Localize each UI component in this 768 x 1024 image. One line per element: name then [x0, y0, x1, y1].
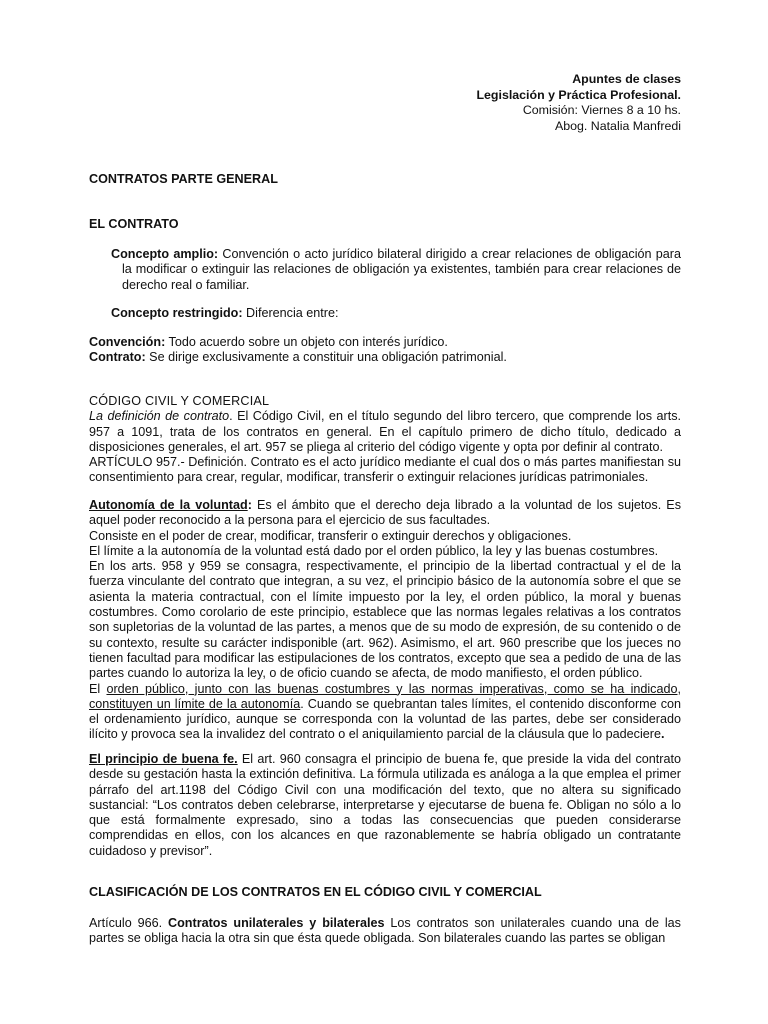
articulo-957-paragraph: ARTÍCULO 957.- Definición. Contrato es el acto jurídico mediante el cual dos o más partes manifiestan su consentimiento para crear, regular, modificar, transferir o extinguir relaciones jurídicas patrimoniales. — [89, 455, 681, 485]
definicion-text: . El Código Civil, en el título segundo del libro tercero, que comprende los arts. 957 a 1091, trata de los contratos en general. En el capítulo primero de dicho título, dedicado a disposiciones generales, el art. 957 se pliega al criterio del código vigente y opta por definir al contrato. — [89, 409, 682, 454]
autonomia-limite: El límite a la autonomía de la voluntad está dado por el orden público, la ley y las buenas costumbres. — [89, 543, 659, 558]
section-title-clasificacion: CLASIFICACIÓN DE LOS CONTRATOS EN EL CÓDIGO CIVIL Y COMERCIAL — [89, 885, 542, 899]
header-commission: Comisión: Viernes 8 a 10 hs. — [522, 103, 681, 117]
concepto-amplio-text: Convención o acto jurídico bilateral dirigido a crear relaciones de obligación para la modificar o extinguir las relaciones de obligación ya existentes, también para crear relaciones de derecho real o familiar. — [122, 247, 681, 292]
convencion-line — [89, 335, 681, 350]
buena-fe-label: El principio de buena fe. — [89, 752, 238, 766]
buena-fe-paragraph — [89, 752, 681, 859]
articulo-966-text: Los contratos son unilaterales cuando una de las partes se obliga hacia la otra sin que ésta quede obligada. Son bilaterales cuando las partes se obligan — [89, 916, 681, 946]
autonomia-section — [89, 498, 681, 743]
autonomia-colon: : — [247, 498, 252, 512]
header-title: Apuntes de clases — [572, 72, 681, 86]
section-title-contratos: CONTRATOS PARTE GENERAL — [89, 172, 278, 186]
orden-publico-end: . — [660, 727, 665, 742]
convencion-text: Todo acuerdo sobre un objeto con interés jurídico. — [165, 335, 448, 349]
buena-fe-text: El art. 960 consagra el principio de buena fe, que preside la vida del contrato desde su gestación hasta la extinción definitiva. La fórmula utilizada es análoga a la que emplea el primer párrafo del art.1198 del Código Civil con una modificación del texto, que no altera su significado sustancial: “Los contratos deben celebrarse, interpretarse y ejecutarse de buena fe. Obligan no sólo a lo que está formalmente expresado, sino a todas las consecuencias que pueden considerarse comprendidas en ellos, con los alcances en que razonablemente se habría obligado un contratante cuidadoso y previsor”. — [89, 752, 681, 858]
articulo-966-prefix: Artículo 966. — [89, 916, 169, 930]
orden-publico-underlined: orden público, junto con las buenas costumbres y las normas imperativas, como se ha indicado, constituyen un límite de la autonomía — [89, 681, 681, 711]
concepto-amplio-label: Concepto amplio: — [111, 247, 219, 261]
orden-publico-paragraph — [89, 682, 681, 743]
autonomia-intro — [89, 498, 681, 529]
document-header — [476, 72, 681, 134]
contrato-line — [89, 350, 681, 365]
articulo-966-label: Contratos unilaterales y bilaterales — [168, 916, 385, 930]
orden-publico-start: El — [89, 681, 107, 696]
header-subject: Legislación y Práctica Profesional. — [476, 87, 681, 102]
concepto-restringido-paragraph — [89, 306, 703, 321]
articulo-966-paragraph — [89, 916, 681, 947]
autonomia-consiste: Consiste en el poder de crear, modificar, transferir o extinguir derechos y obligaciones. — [89, 528, 572, 543]
definicion-label: La definición de contrato — [89, 409, 230, 424]
concepto-amplio-paragraph — [89, 247, 681, 293]
concepto-restringido-text: Diferencia entre: — [242, 306, 339, 320]
autonomia-label: Autonomía de la voluntad — [89, 498, 248, 512]
orden-publico-rest: . Cuando se quebrantan tales límites, el contenido disconforme con el ordenamiento jurídico, aunque se corresponda con la voluntad de las partes, debe ser considerado ilícito y provoca sea la invalidez del contrato o el aniquilamiento parcial de la cláusula que lo padeciere — [89, 696, 681, 742]
header-author: Abog. Natalia Manfredi — [554, 118, 681, 133]
contrato-label: Contrato: — [89, 350, 146, 364]
concepto-restringido-label: Concepto restringido: — [111, 306, 243, 320]
document-page — [89, 0, 681, 1024]
section-title-codigo-civil: CÓDIGO CIVIL Y COMERCIAL — [89, 394, 270, 408]
convencion-label: Convención: — [89, 335, 166, 349]
autonomia-articulos: En los arts. 958 y 959 se consagra, respectivamente, el principio de la libertad contractual y el de la fuerza vinculante del contrato que integran, a su vez, el principio básico de la autonomía sobre el que se asienta la materia contractual, con el límite impuesto por la ley, el orden público, la moral y buenas costumbres. Como corolario de este principio, establece que las normas legales relativas a los contratos son supletorias de la voluntad de las partes, a menos que de su modo de expresión, de su contenido o de su contexto, resulte su carácter indisponible (art. 962). Asimismo, el art. 960 prescribe que los jueces no tienen facultad para modificar las estipulaciones de los contratos, excepto que sea a pedido de una de las partes cuando lo autoriza la ley, o de oficio cuando se afecta, de modo manifiesto, el orden público. — [89, 559, 681, 681]
contrato-text: Se dirige exclusivamente a constituir una obligación patrimonial. — [145, 350, 507, 364]
definicion-paragraph — [89, 409, 681, 455]
autonomia-definition: Es el ámbito que el derecho deja librado a la voluntad de los sujetos. Es aquel poder reconocido a la persona para el ejercicio de sus facultades. — [89, 498, 681, 528]
section-title-el-contrato: EL CONTRATO — [89, 217, 179, 231]
